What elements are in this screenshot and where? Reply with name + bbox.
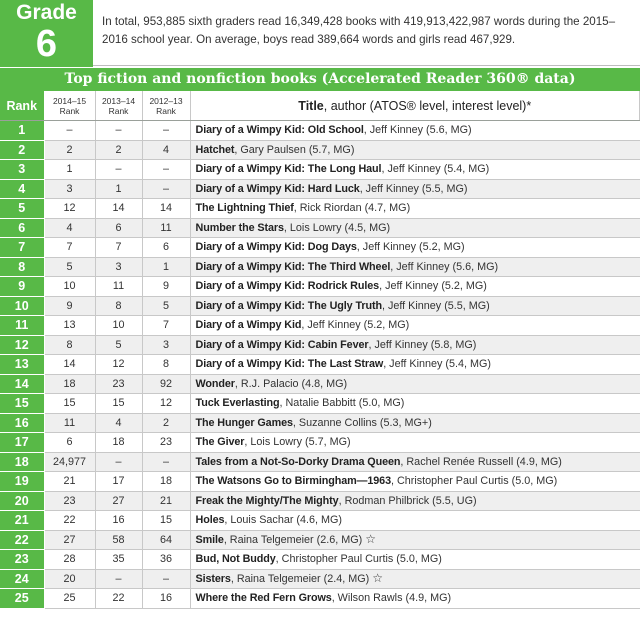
table-row bbox=[0, 199, 640, 219]
table-row bbox=[0, 257, 640, 277]
book-details: , Jeff Kinney (5.6, MG) bbox=[363, 124, 472, 137]
rank-cell: 15 bbox=[0, 394, 44, 414]
table-row bbox=[0, 569, 640, 589]
grade-label: Grade bbox=[16, 1, 77, 24]
rank-2013-14-cell: 5 bbox=[95, 335, 142, 355]
title-cell bbox=[190, 140, 640, 160]
rank-2013-14-cell: 15 bbox=[95, 394, 142, 414]
rank-cell: 17 bbox=[0, 433, 44, 453]
rank-cell: 11 bbox=[0, 316, 44, 336]
book-title: Diary of a Wimpy Kid: Old School bbox=[195, 124, 364, 137]
table-row bbox=[0, 160, 640, 180]
title-cell bbox=[190, 491, 640, 511]
rank-2014-15-cell: 28 bbox=[44, 550, 95, 570]
col-2012-header: 2012–13 Rank bbox=[142, 91, 190, 121]
book-details: , Jeff Kinney (5.4, MG) bbox=[383, 358, 491, 371]
rank-cell: 20 bbox=[0, 491, 44, 511]
book-title: Wonder bbox=[195, 377, 235, 390]
title-cell bbox=[190, 179, 640, 199]
rank-2014-15-cell: 7 bbox=[44, 238, 95, 258]
title-cell bbox=[190, 511, 640, 531]
book-title: Smile bbox=[195, 533, 224, 546]
table-title: Top fiction and nonfiction books (Accelerated Reader 360® data) bbox=[0, 68, 640, 91]
book-title: Where the Red Fern Grows bbox=[195, 592, 332, 605]
col-2014-header: 2014–15 Rank bbox=[44, 91, 95, 121]
rank-2014-15-cell: 18 bbox=[44, 374, 95, 394]
book-title: Diary of a Wimpy Kid: Hard Luck bbox=[195, 182, 360, 195]
book-title: Tales from a Not-So-Dorky Drama Queen bbox=[195, 455, 401, 468]
book-title: Diary of a Wimpy Kid: Dog Days bbox=[195, 241, 357, 254]
star-icon: ☆ bbox=[365, 531, 376, 546]
book-details: , Louis Sachar (4.6, MG) bbox=[224, 514, 343, 527]
book-title: Tuck Everlasting bbox=[195, 397, 280, 410]
book-details: , Rick Riordan (4.7, MG) bbox=[293, 202, 411, 215]
book-title: Diary of a Wimpy Kid: The Ugly Truth bbox=[195, 299, 382, 312]
book-title: Bud, Not Buddy bbox=[195, 553, 276, 566]
table-row bbox=[0, 355, 640, 375]
rank-2013-14-cell: 10 bbox=[95, 316, 142, 336]
rank-2014-15-cell: 5 bbox=[44, 257, 95, 277]
rank-2012-13-cell: 2 bbox=[142, 413, 190, 433]
rank-2014-15-cell: 6 bbox=[44, 433, 95, 453]
table-row bbox=[0, 316, 640, 336]
rank-2014-15-cell: 25 bbox=[44, 589, 95, 609]
book-details: , Lois Lowry (4.5, MG) bbox=[283, 221, 391, 234]
book-details: , Rodman Philbrick (5.5, UG) bbox=[338, 494, 477, 507]
table-row bbox=[0, 472, 640, 492]
book-title: Diary of a Wimpy Kid: The Long Haul bbox=[195, 163, 382, 176]
book-details: , Lois Lowry (5.7, MG) bbox=[244, 436, 351, 449]
book-details: , Christopher Paul Curtis (5.0, MG) bbox=[275, 553, 442, 566]
rank-2014-15-cell: 15 bbox=[44, 394, 95, 414]
table-row bbox=[0, 413, 640, 433]
book-details: , Jeff Kinney (5.4, MG) bbox=[381, 163, 490, 176]
table-row bbox=[0, 452, 640, 472]
book-details: , Jeff Kinney (5.5, MG) bbox=[381, 299, 490, 312]
rank-2013-14-cell: 16 bbox=[95, 511, 142, 531]
rank-2013-14-cell: 1 bbox=[95, 179, 142, 199]
book-details: , Jeff Kinney (5.6, MG) bbox=[390, 260, 499, 273]
table-row bbox=[0, 589, 640, 609]
rank-cell: 13 bbox=[0, 355, 44, 375]
book-details: , Jeff Kinney (5.2, MG) bbox=[379, 280, 487, 293]
rank-2013-14-cell: 14 bbox=[95, 199, 142, 219]
rank-2013-14-cell: 22 bbox=[95, 589, 142, 609]
book-details: , Christopher Paul Curtis (5.0, MG) bbox=[390, 475, 558, 488]
book-details: , Suzanne Collins (5.3, MG+) bbox=[292, 416, 432, 429]
table-row bbox=[0, 140, 640, 160]
rank-2014-15-cell: 10 bbox=[44, 277, 95, 297]
rank-2014-15-cell: 22 bbox=[44, 511, 95, 531]
book-title: Diary of a Wimpy Kid: Rodrick Rules bbox=[195, 280, 380, 293]
rank-2012-13-cell: 11 bbox=[142, 218, 190, 238]
rank-2012-13-cell: 6 bbox=[142, 238, 190, 258]
rank-2012-13-cell: 4 bbox=[142, 140, 190, 160]
book-title: Freak the Mighty/The Mighty bbox=[195, 494, 339, 507]
rank-2014-15-cell: 14 bbox=[44, 355, 95, 375]
rank-2013-14-cell: 11 bbox=[95, 277, 142, 297]
rank-cell: 8 bbox=[0, 257, 44, 277]
title-cell bbox=[190, 589, 640, 609]
rank-2013-14-cell: – bbox=[95, 452, 142, 472]
table-row bbox=[0, 238, 640, 258]
book-title: Sisters bbox=[195, 572, 231, 585]
rank-2014-15-cell: – bbox=[44, 121, 95, 141]
rank-cell: 16 bbox=[0, 413, 44, 433]
rank-2014-15-cell: 4 bbox=[44, 218, 95, 238]
rank-cell: 9 bbox=[0, 277, 44, 297]
book-details: , Wilson Rawls (4.9, MG) bbox=[331, 592, 452, 605]
book-title: Diary of a Wimpy Kid: The Third Wheel bbox=[195, 260, 391, 273]
rank-2013-14-cell: – bbox=[95, 160, 142, 180]
books-table bbox=[0, 91, 640, 609]
table-row bbox=[0, 394, 640, 414]
title-cell bbox=[190, 218, 640, 238]
rank-2012-13-cell: 64 bbox=[142, 530, 190, 550]
rank-2014-15-cell: 2 bbox=[44, 140, 95, 160]
rank-2014-15-cell: 21 bbox=[44, 472, 95, 492]
title-cell bbox=[190, 121, 640, 141]
rank-2014-15-cell: 9 bbox=[44, 296, 95, 316]
summary-text: In total, 953,885 sixth graders read 16,349,428 books with 419,913,422,987 words during the 2015–2016 school year. On average, boys read 389,664 words and girls read 467,929. bbox=[93, 0, 640, 66]
book-details: , Raina Telgemeier (2.4, MG) bbox=[230, 572, 370, 585]
book-details: , Raina Telgemeier (2.6, MG) bbox=[223, 533, 363, 546]
title-cell bbox=[190, 374, 640, 394]
table-row bbox=[0, 530, 640, 550]
rank-2012-13-cell: 14 bbox=[142, 199, 190, 219]
book-title: The Lightning Thief bbox=[195, 202, 294, 215]
book-title: Number the Stars bbox=[195, 221, 284, 234]
rank-2012-13-cell: 3 bbox=[142, 335, 190, 355]
title-cell bbox=[190, 413, 640, 433]
rank-2013-14-cell: 18 bbox=[95, 433, 142, 453]
book-details: , Rachel Renée Russell (4.9, MG) bbox=[400, 455, 562, 468]
rank-2012-13-cell: 5 bbox=[142, 296, 190, 316]
rank-cell: 21 bbox=[0, 511, 44, 531]
rank-2012-13-cell: 8 bbox=[142, 355, 190, 375]
rank-2013-14-cell: 27 bbox=[95, 491, 142, 511]
rank-2013-14-cell: 58 bbox=[95, 530, 142, 550]
star-icon: ☆ bbox=[372, 570, 384, 585]
title-cell bbox=[190, 160, 640, 180]
book-title: Hatchet bbox=[195, 143, 235, 156]
rank-2012-13-cell: – bbox=[142, 179, 190, 199]
rank-cell: 2 bbox=[0, 140, 44, 160]
table-row bbox=[0, 121, 640, 141]
book-title: Holes bbox=[195, 514, 225, 527]
rank-2013-14-cell: – bbox=[95, 121, 142, 141]
table-row bbox=[0, 335, 640, 355]
book-title: Diary of a Wimpy Kid bbox=[195, 319, 302, 332]
book-details: , R.J. Palacio (4.8, MG) bbox=[234, 377, 348, 390]
rank-2014-15-cell: 3 bbox=[44, 179, 95, 199]
book-details: , Jeff Kinney (5.5, MG) bbox=[359, 182, 468, 195]
book-title: Diary of a Wimpy Kid: Cabin Fever bbox=[195, 338, 369, 351]
rank-2013-14-cell: 3 bbox=[95, 257, 142, 277]
title-cell bbox=[190, 238, 640, 258]
title-cell bbox=[190, 550, 640, 570]
table-body bbox=[0, 121, 640, 609]
rank-cell: 23 bbox=[0, 550, 44, 570]
rank-2014-15-cell: 11 bbox=[44, 413, 95, 433]
title-cell bbox=[190, 452, 640, 472]
title-cell bbox=[190, 277, 640, 297]
rank-2014-15-cell: 8 bbox=[44, 335, 95, 355]
rank-2012-13-cell: 92 bbox=[142, 374, 190, 394]
rank-2012-13-cell: 7 bbox=[142, 316, 190, 336]
title-cell bbox=[190, 316, 640, 336]
rank-2013-14-cell: 2 bbox=[95, 140, 142, 160]
rank-cell: 24 bbox=[0, 569, 44, 589]
rank-2012-13-cell: 23 bbox=[142, 433, 190, 453]
rank-cell: 18 bbox=[0, 452, 44, 472]
rank-2012-13-cell: 18 bbox=[142, 472, 190, 492]
table-row bbox=[0, 550, 640, 570]
book-details: , Jeff Kinney (5.2, MG) bbox=[356, 241, 465, 254]
rank-2014-15-cell: 13 bbox=[44, 316, 95, 336]
rank-2014-15-cell: 23 bbox=[44, 491, 95, 511]
rank-cell: 7 bbox=[0, 238, 44, 258]
rank-2014-15-cell: 27 bbox=[44, 530, 95, 550]
grade-number: 6 bbox=[35, 23, 58, 65]
rank-cell: 25 bbox=[0, 589, 44, 609]
title-cell bbox=[190, 569, 640, 589]
rank-2012-13-cell: 21 bbox=[142, 491, 190, 511]
rank-cell: 5 bbox=[0, 199, 44, 219]
title-cell bbox=[190, 530, 640, 550]
rank-2014-15-cell: 1 bbox=[44, 160, 95, 180]
table-row bbox=[0, 491, 640, 511]
rank-2014-15-cell: 12 bbox=[44, 199, 95, 219]
rank-cell: 12 bbox=[0, 335, 44, 355]
table-row bbox=[0, 218, 640, 238]
title-cell bbox=[190, 296, 640, 316]
book-title: The Hunger Games bbox=[195, 416, 293, 429]
table-row bbox=[0, 511, 640, 531]
title-cell bbox=[190, 257, 640, 277]
rank-cell: 3 bbox=[0, 160, 44, 180]
col-title-header: Title, author (ATOS® level, interest level)* bbox=[190, 91, 640, 121]
rank-2013-14-cell: – bbox=[95, 569, 142, 589]
rank-2012-13-cell: 36 bbox=[142, 550, 190, 570]
table-row bbox=[0, 179, 640, 199]
table-row bbox=[0, 433, 640, 453]
rank-2013-14-cell: 17 bbox=[95, 472, 142, 492]
rank-2012-13-cell: 12 bbox=[142, 394, 190, 414]
grade-badge bbox=[0, 0, 93, 67]
book-details: , Gary Paulsen (5.7, MG) bbox=[234, 143, 355, 156]
book-details: , Jeff Kinney (5.8, MG) bbox=[368, 338, 477, 351]
col-2013-header: 2013–14 Rank bbox=[95, 91, 142, 121]
rank-2012-13-cell: 9 bbox=[142, 277, 190, 297]
rank-2014-15-cell: 20 bbox=[44, 569, 95, 589]
rank-2012-13-cell: 16 bbox=[142, 589, 190, 609]
rank-2013-14-cell: 7 bbox=[95, 238, 142, 258]
rank-cell: 4 bbox=[0, 179, 44, 199]
table-row bbox=[0, 374, 640, 394]
rank-2013-14-cell: 8 bbox=[95, 296, 142, 316]
rank-2012-13-cell: – bbox=[142, 160, 190, 180]
title-cell bbox=[190, 335, 640, 355]
rank-2014-15-cell: 24,977 bbox=[44, 452, 95, 472]
book-title: The Watsons Go to Birmingham—1963 bbox=[195, 475, 391, 488]
title-cell bbox=[190, 472, 640, 492]
rank-2012-13-cell: 15 bbox=[142, 511, 190, 531]
rank-2012-13-cell: – bbox=[142, 452, 190, 472]
rank-cell: 6 bbox=[0, 218, 44, 238]
table-row bbox=[0, 277, 640, 297]
rank-cell: 19 bbox=[0, 472, 44, 492]
rank-2013-14-cell: 12 bbox=[95, 355, 142, 375]
title-cell bbox=[190, 355, 640, 375]
rank-2013-14-cell: 4 bbox=[95, 413, 142, 433]
rank-cell: 10 bbox=[0, 296, 44, 316]
book-details: , Jeff Kinney (5.2, MG) bbox=[301, 319, 410, 332]
col-rank-header: Rank bbox=[0, 91, 44, 121]
rank-2012-13-cell: 1 bbox=[142, 257, 190, 277]
rank-2012-13-cell: – bbox=[142, 121, 190, 141]
rank-cell: 1 bbox=[0, 121, 44, 141]
rank-cell: 22 bbox=[0, 530, 44, 550]
book-title: Diary of a Wimpy Kid: The Last Straw bbox=[195, 358, 384, 371]
book-title: The Giver bbox=[195, 436, 245, 449]
rank-2012-13-cell: – bbox=[142, 569, 190, 589]
title-cell bbox=[190, 433, 640, 453]
table-row bbox=[0, 296, 640, 316]
rank-2013-14-cell: 35 bbox=[95, 550, 142, 570]
title-cell bbox=[190, 394, 640, 414]
book-details: , Natalie Babbitt (5.0, MG) bbox=[279, 397, 405, 410]
table-header bbox=[0, 91, 640, 121]
title-cell bbox=[190, 199, 640, 219]
rank-2013-14-cell: 23 bbox=[95, 374, 142, 394]
rank-2013-14-cell: 6 bbox=[95, 218, 142, 238]
rank-cell: 14 bbox=[0, 374, 44, 394]
